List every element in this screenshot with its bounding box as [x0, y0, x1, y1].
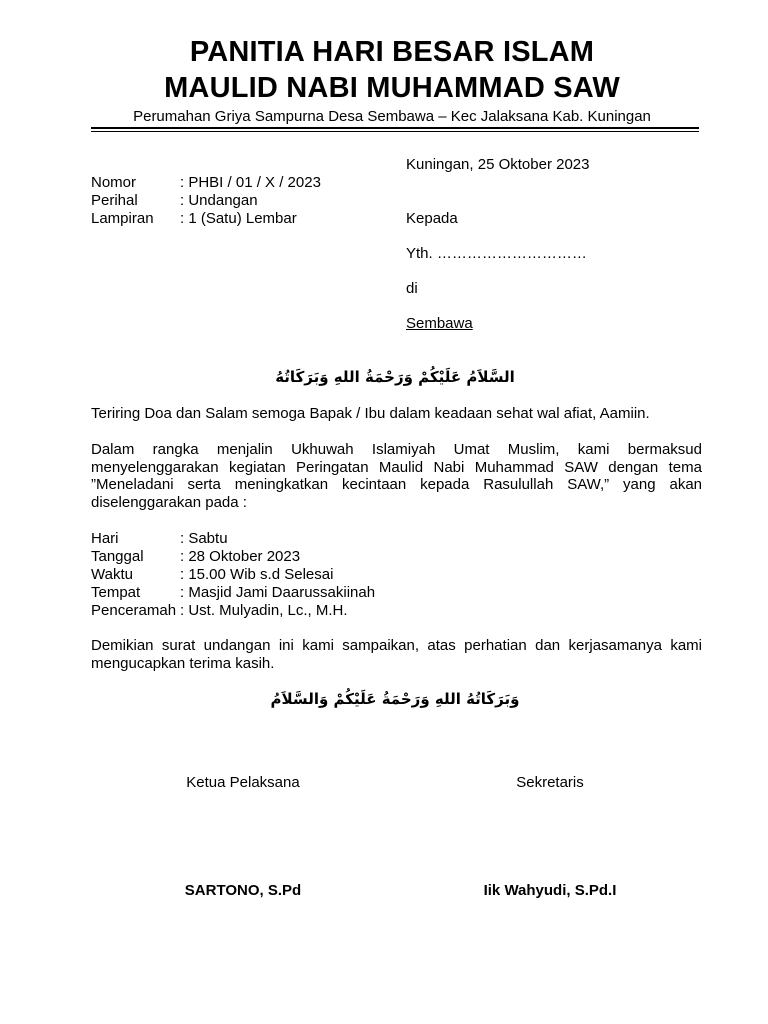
letterhead-address: Perumahan Griya Sampurna Desa Sembawa – Kec Jalaksana Kab. Kuningan	[133, 108, 651, 125]
recipient-kepada: Kepada	[406, 210, 458, 227]
meta-label-nomor: Nomor	[91, 174, 137, 191]
meta-label-lampiran: Lampiran	[91, 210, 154, 227]
body-paragraph: Dalam rangka menjalin Ukhuwah Islamiyah Umat Muslim, kami bermaksud menyelenggarakan kegiatan Peringatan Maulid Nabi Muhammad SAW dengan tema ”Meneladani serta meningkatkan kecintaan kepada Rasulullah SAW,” yang akan diselenggarakan pada :	[91, 441, 702, 511]
event-label-tempat: Tempat	[91, 584, 141, 601]
signature-right-name: Iik Wahyudi, S.Pd.I	[483, 882, 617, 899]
signature-left-name: SARTONO, S.Pd	[184, 882, 302, 899]
meta-label-perihal: Perihal	[91, 192, 138, 209]
meta-value-lampiran: : 1 (Satu) Lembar	[180, 210, 297, 227]
header-rule-thick	[91, 127, 699, 129]
recipient-yth: Yth. …………………………	[406, 245, 587, 262]
letterhead-title-line2: MAULID NABI MUHAMMAD SAW	[164, 72, 620, 104]
event-label-penceramah: Penceramah	[91, 602, 177, 619]
meta-value-perihal: : Undangan	[180, 192, 258, 209]
greeting-arabic: السَّلاَمُ عَلَيْكُمْ وَرَحْمَةُ اللهِ وَبَرَكَاتُهُ	[275, 368, 515, 386]
letterhead-title-line1: PANITIA HARI BESAR ISLAM	[189, 36, 595, 68]
recipient-di: di	[406, 280, 418, 297]
signature-right-role: Sekretaris	[516, 774, 584, 791]
recipient-place: Sembawa	[406, 315, 473, 332]
event-label-tanggal: Tanggal	[91, 548, 144, 565]
date-line: Kuningan, 25 Oktober 2023	[406, 156, 590, 173]
event-label-waktu: Waktu	[91, 566, 133, 583]
event-value-tempat: : Masjid Jami Daarussakiinah	[180, 584, 376, 601]
event-label-hari: Hari	[91, 530, 119, 547]
signature-left-role: Ketua Pelaksana	[186, 774, 300, 791]
event-value-penceramah: : Ust. Mulyadin, Lc., M.H.	[180, 602, 348, 619]
header-rule-thin	[91, 131, 699, 132]
event-value-tanggal: : 28 Oktober 2023	[180, 548, 301, 565]
event-value-hari: : Sabtu	[180, 530, 228, 547]
event-value-waktu: : 15.00 Wib s.d Selesai	[180, 566, 334, 583]
closing-paragraph: Demikian surat undangan ini kami sampaikan, atas perhatian dan kerjasamanya kami mengucapkan terima kasih.	[91, 637, 702, 672]
meta-value-nomor: : PHBI / 01 / X / 2023	[180, 174, 321, 191]
opening-text: Teriring Doa dan Salam semoga Bapak / Ibu dalam keadaan sehat wal afiat, Aamiin.	[91, 405, 650, 422]
closing-arabic: وَبَرَكَاتُهُ اللهِ وَرَحْمَةُ عَلَيْكُمْ وَالسَّلاَمُ	[270, 690, 520, 708]
